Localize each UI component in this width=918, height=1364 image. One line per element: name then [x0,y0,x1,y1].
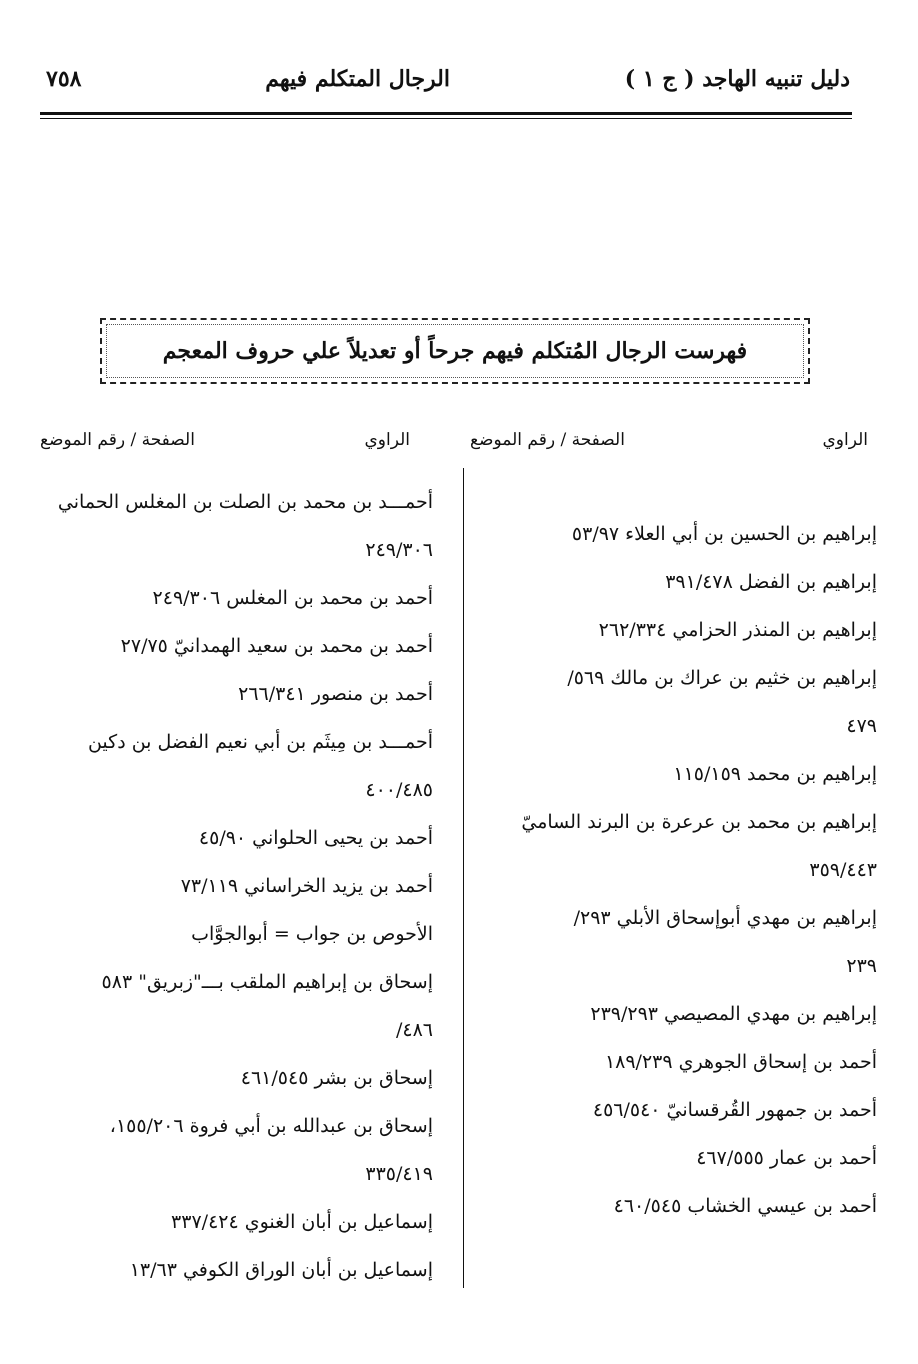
right-column-header [470,430,870,460]
header-rule-thin [40,118,852,119]
index-entry: أحمـــد بن محمد بن الصلت بن المغلس الحماني [57,491,433,513]
column-divider [463,468,464,1288]
index-entry: أحمد بن منصور ٢٦٦/٣٤١ [238,683,433,705]
index-entry: إبراهيم بن خثيم بن عراك بن مالك ٥٦٩/ [567,667,877,689]
header-rule-thick [40,112,852,115]
page-header [40,62,850,102]
index-entry: أحمد بن جمهور القُرقسانيّ ٤٥٦/٥٤٠ [592,1099,877,1121]
index-entry: إبراهيم بن مهدي المصيصي ٢٣٩/٢٩٣ [590,1003,877,1025]
index-entry: أحمد بن يحيى الحلواني ٤٥/٩٠ [198,827,433,849]
index-entry: إسماعيل بن أبان الغنوي ٣٣٧/٤٢٤ [171,1211,433,1233]
book-title: دليل تنبيه الهاجد ( ج ١ ) [624,66,850,92]
index-entry-continuation: ٢٤٩/٣٠٦ [365,539,433,561]
index-entry: أحمد بن محمد بن سعيد الهمدانيّ ٢٧/٧٥ [120,635,433,657]
left-narrator-header: الراوي [364,430,410,450]
index-entry: إبراهيم بن محمد ١١٥/١٥٩ [673,763,877,785]
index-entry: أحمد بن عيسي الخشاب ٤٦٠/٥٤٥ [613,1195,877,1217]
left-column-header [40,430,440,460]
index-entry: إبراهيم بن الفضل ٣٩١/٤٧٨ [665,571,877,593]
index-entry: إبراهيم بن مهدي أبوإسحاق الأبلي ٢٩٣/ [573,907,877,929]
left-column-entries [40,478,433,1294]
right-column-entries [485,510,877,1230]
index-entry: إبراهيم بن الحسين بن أبي العلاء ٥٣/٩٧ [571,523,877,545]
index-entry: إبراهيم بن المنذر الحزامي ٢٦٢/٣٣٤ [598,619,877,641]
index-title-frame [100,318,810,384]
page-number: ٧٥٨ [46,66,82,92]
index-entry: إبراهيم بن محمد بن عرعرة بن البرند الساميّ [521,811,877,833]
index-entry: إسحاق بن بشر ٤٦١/٥٤٥ [240,1067,433,1089]
index-entry: إسحاق بن عبدالله بن أبي فروة ١٥٥/٢٠٦، [109,1115,433,1137]
index-entry-continuation: ٤٠٠/٤٨٥ [365,779,433,801]
right-page-header: الصفحة / رقم الموضع [470,430,625,450]
index-entry-continuation: ٣٣٥/٤١٩ [365,1163,433,1185]
index-entry: أحمد بن إسحاق الجوهري ١٨٩/٢٣٩ [604,1051,877,1073]
index-entry: الأحوص بن جواب = أبوالجوَّاب [191,923,433,945]
index-entry: أحمد بن محمد بن المغلس ٢٤٩/٣٠٦ [152,587,433,609]
index-entry: أحمـــد بن مِيثَم بن أبي نعيم الفضل بن دكين [87,731,433,753]
index-entry: أحمد بن يزيد الخراساني ٧٣/١١٩ [180,875,433,897]
index-title: فهرست الرجال المُتكلم فيهم جرحاً أو تعديلاً علي حروف المعجم [162,338,748,364]
index-entry: إسحاق بن إبراهيم الملقب بـــ"زبريق" ٥٨٣ [101,971,433,993]
index-entry: إسماعيل بن أبان الوراق الكوفي ١٣/٦٣ [129,1259,433,1281]
right-narrator-header: الراوي [822,430,868,450]
index-entry-continuation: ٤٨٦/ [395,1019,433,1041]
index-title-inner-frame [106,324,804,378]
index-entry-continuation: ٢٣٩ [846,955,877,977]
index-entry-continuation: ٤٧٩ [846,715,877,737]
section-title: الرجال المتكلم فيهم [265,66,450,92]
index-entry-continuation: ٣٥٩/٤٤٣ [809,859,877,881]
left-page-header: الصفحة / رقم الموضع [40,430,195,450]
index-entry: أحمد بن عمار ٤٦٧/٥٥٥ [696,1147,877,1169]
